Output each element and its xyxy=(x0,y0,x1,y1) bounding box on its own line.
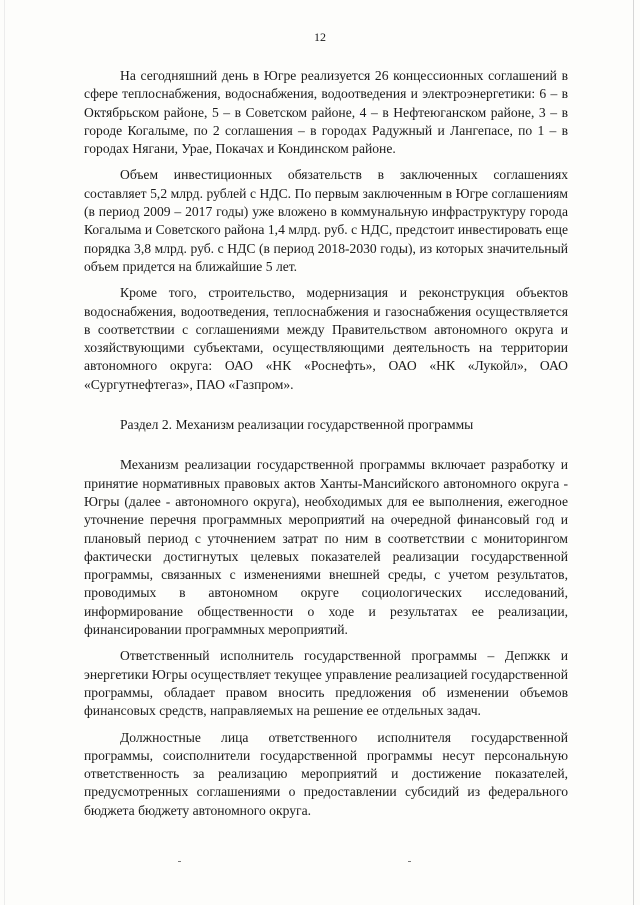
scan-speck xyxy=(178,861,181,862)
scan-edge-right xyxy=(633,0,634,905)
paragraph-officials: Должностные лица ответственного исполнителя государственной программы, соисполнители государственной программы несут персональную ответственность за реализацию мероприятий и достижение показателей, предусмотренных соглашениями о предоставлении субсидий из федерального бюджета бюджету автономного округа. xyxy=(84,729,568,818)
document-body xyxy=(84,67,568,820)
page-number: 12 xyxy=(314,30,326,44)
paragraph-mechanism: Механизм реализации государственной программы включает разработку и принятие нормативных правовых актов Ханты-Мансийского автономного округа - Югры (далее - автономного округа), необходимых для ее выполнения, ежегодное уточнение перечня программных мероприятий на очередной финансовый год и плановый период с уточнением затрат по ним в соответствии с мониторингом фактически достигнутых целевых показателей реализации государственной программы, связанных с изменениями внешней среды, с учетом результатов, проводимых в автономном округе социологических исследований, информирование общественности о ходе и результатах ее реализации, финансировании программных мероприятий. xyxy=(84,457,568,638)
paragraph-concessions: На сегодняшний день в Югре реализуется 26 концессионных соглашений в сфере теплоснабжения, водоснабжения, водоотведения и электроэнергетики: 6 – в Октябрьском районе, 5 – в Советском районе, 4 – в Нефтеюганском районе, 3 – в городе Когалыме, по 2 соглашения – в городах Радужный и Лангепасе, по 1 – в городах Нягани, Урае, Покачах и Кондинском районе. xyxy=(84,68,568,157)
scan-speck xyxy=(408,861,411,862)
paragraph-responsible-executor: Ответственный исполнитель государственной программы – Депжкк и энергетики Югры осуществляет текущее управление реализацией государственной программы, обладает правом вносить предложения об изменении объемов финансовых средств, направляемых на решение ее отдельных задач. xyxy=(84,648,568,719)
paragraph-investments: Объем инвестиционных обязательств в заключенных соглашениях составляет 5,2 млрд. рублей с НДС. По первым заключенным в Югре соглашениям (в период 2009 – 2017 годы) уже вложено в коммунальную инфраструктуру города Когалыма и Советского района 1,4 млрд. руб. с НДС, предстоит инвестировать еще порядка 3,8 млрд. руб. с НДС (в период 2018-2030 годы), из которых значительный объем придется на ближайшие 5 лет. xyxy=(84,167,568,274)
paragraph-agreements: Кроме того, строительство, модернизация и реконструкция объектов водоснабжения, водоотведения, теплоснабжения и газоснабжения осуществляется в соответствии с соглашениями между Правительством автономного округа и хозяйствующими субъектами, осуществляющими деятельность на территории автономного округа: ОАО «НК «Роснефть», ОАО «НК «Лукойл», ОАО «Сургутнефтегаз», ПАО «Газпром». xyxy=(84,285,568,392)
section-heading: Раздел 2. Механизм реализации государственной программы xyxy=(120,417,474,433)
scan-edge-left xyxy=(4,0,5,905)
